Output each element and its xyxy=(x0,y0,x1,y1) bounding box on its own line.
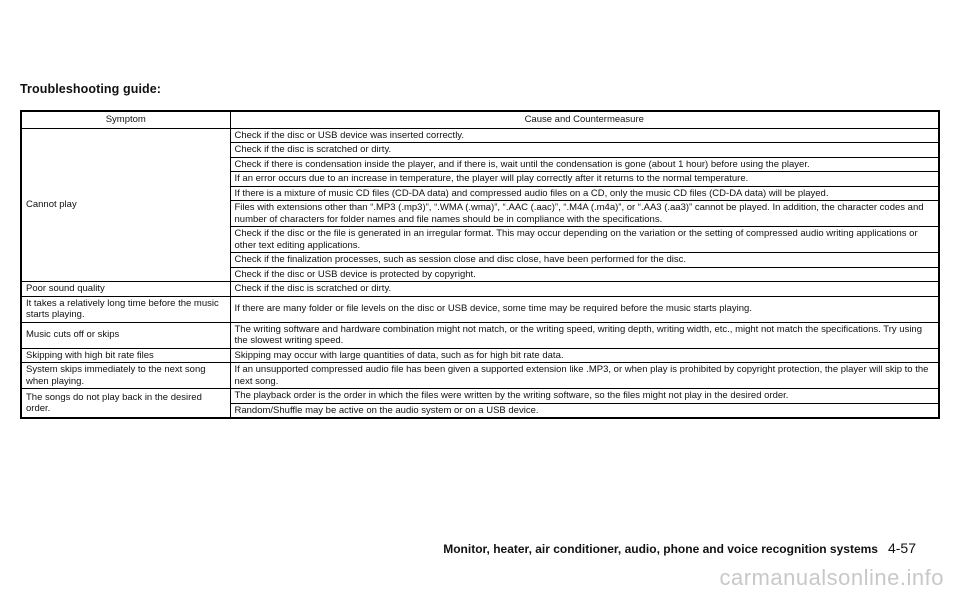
table-header-row xyxy=(21,111,939,128)
symptom-cell: Poor sound quality xyxy=(21,282,230,297)
cause-cell: Check if the disc is scratched or dirty. xyxy=(230,143,939,158)
table-row xyxy=(21,296,939,322)
symptom-cell: System skips immediately to the next song when playing. xyxy=(21,363,230,389)
symptom-cell: The songs do not play back in the desired order. xyxy=(21,389,230,419)
cause-cell: Check if there is condensation inside the player, and if there is, wait until the condensation is gone (about 1 hour) before using the player. xyxy=(230,157,939,172)
page-title: Troubleshooting guide: xyxy=(20,82,162,96)
symptom-cell: Music cuts off or skips xyxy=(21,322,230,348)
table-row xyxy=(21,128,939,143)
cause-cell: Check if the finalization processes, such as session close and disc close, have been performed for the disc. xyxy=(230,253,939,268)
symptom-cell: Cannot play xyxy=(21,128,230,282)
cause-cell: Check if the disc or USB device is protected by copyright. xyxy=(230,267,939,282)
table-row xyxy=(21,322,939,348)
page-footer xyxy=(443,540,916,556)
table-row xyxy=(21,282,939,297)
table-row xyxy=(21,363,939,389)
cause-cell: If there is a mixture of music CD files (CD-DA data) and compressed audio files on a CD, only the music CD files (CD-DA data) will be played. xyxy=(230,186,939,201)
header-symptom: Symptom xyxy=(21,111,230,128)
cause-cell: Random/Shuffle may be active on the audio system or on a USB device. xyxy=(230,403,939,418)
cause-cell: The playback order is the order in which the files were written by the writing software, so the files might not play in the desired order. xyxy=(230,389,939,404)
cause-cell: Files with extensions other than “.MP3 (.mp3)”, “.WMA (.wma)”, “.AAC (.aac)”, “.M4A (.m4a)”, or “.AA3 (.aa3)” cannot be played. In addition, the character codes and number of characters for folder names and file names should be in compliance with the specifications. xyxy=(230,201,939,227)
header-cause: Cause and Countermeasure xyxy=(230,111,939,128)
troubleshooting-table xyxy=(20,110,940,419)
cause-cell: If there are many folder or file levels on the disc or USB device, some time may be required before the music starts playing. xyxy=(230,296,939,322)
watermark: carmanualsonline.info xyxy=(719,565,944,590)
table-row xyxy=(21,348,939,363)
cause-cell: If an error occurs due to an increase in temperature, the player will play correctly after it returns to the normal temperature. xyxy=(230,172,939,187)
cause-cell: Check if the disc or USB device was inserted correctly. xyxy=(230,128,939,143)
footer-section-title: Monitor, heater, air conditioner, audio, phone and voice recognition systems xyxy=(443,542,878,556)
cause-cell: Skipping may occur with large quantities of data, such as for high bit rate data. xyxy=(230,348,939,363)
table-row xyxy=(21,389,939,404)
symptom-cell: It takes a relatively long time before the music starts playing. xyxy=(21,296,230,322)
symptom-cell: Skipping with high bit rate files xyxy=(21,348,230,363)
cause-cell: Check if the disc or the file is generated in an irregular format. This may occur depending on the variation or the setting of compressed audio writing applications or other text editing applications. xyxy=(230,227,939,253)
cause-cell: If an unsupported compressed audio file has been given a supported extension like .MP3, or when play is prohibited by copyright protection, the player will skip to the next song. xyxy=(230,363,939,389)
cause-cell: The writing software and hardware combination might not match, or the writing speed, writing depth, writing width, etc., might not match the specifications. Try using the slowest writing speed. xyxy=(230,322,939,348)
cause-cell: Check if the disc is scratched or dirty. xyxy=(230,282,939,297)
page-number: 4-57 xyxy=(887,540,916,556)
